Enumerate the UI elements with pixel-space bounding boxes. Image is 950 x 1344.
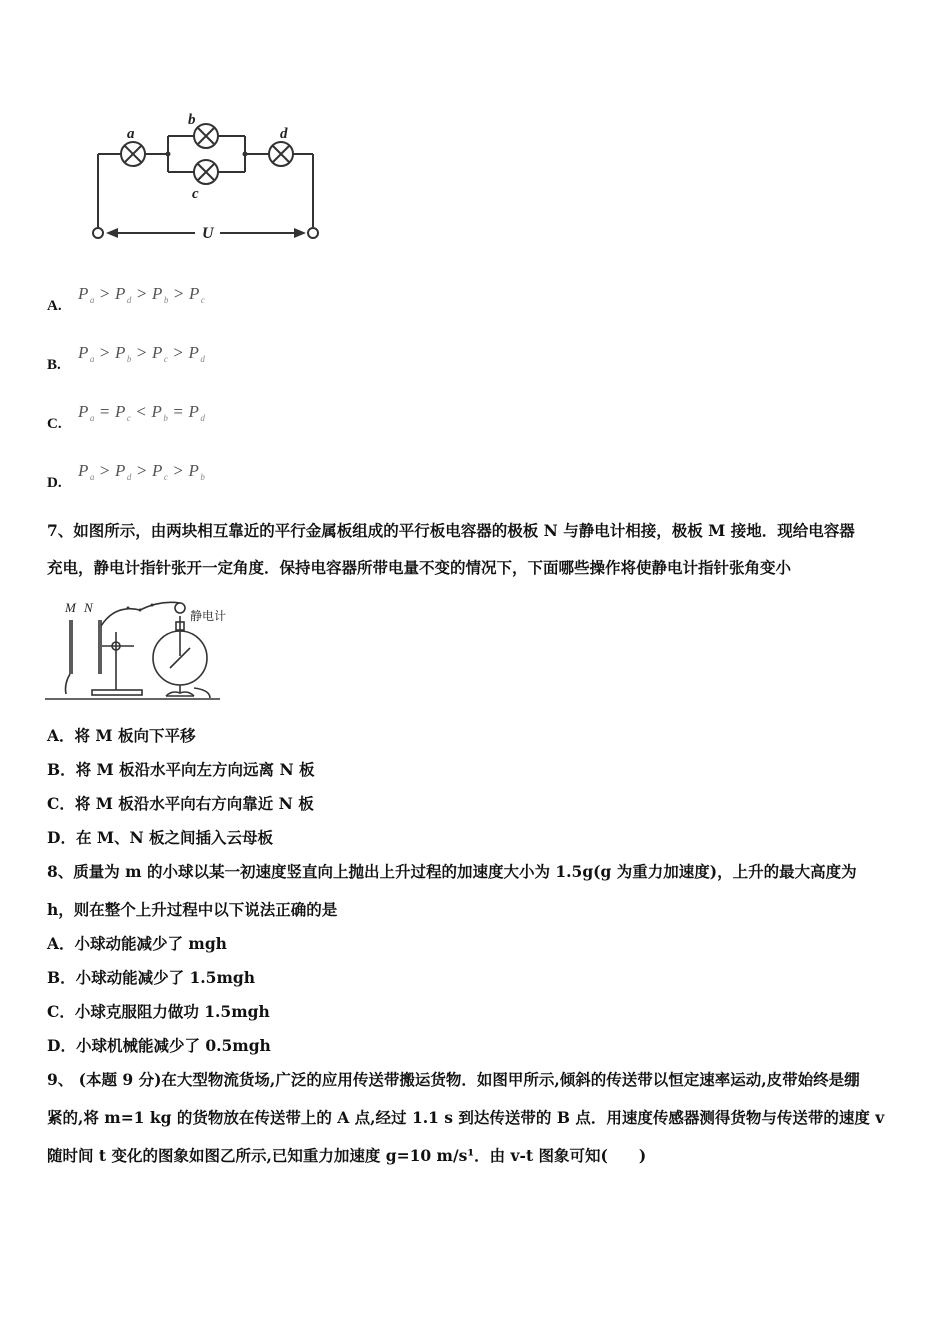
q6-option-formula: $P_a > P_d > P_b > P_c$	[78, 284, 206, 305]
q7-option-d: D．在 M、N 板之间插入云母板	[47, 828, 274, 847]
q6-option-formula: $P_a > P_b > P_c > P_d$	[78, 343, 206, 364]
q8-option-d: D．小球机械能减少了 0.5mgh	[47, 1036, 271, 1055]
lamp-d-label: d	[280, 126, 288, 142]
electrometer-figure	[40, 596, 240, 710]
plate-n-label: N	[84, 600, 93, 615]
q8-line2: h，则在整个上升过程中以下说法正确的是	[47, 900, 338, 919]
q8-option-b: B．小球动能减少了 1.5mgh	[47, 968, 255, 987]
q6-option-label: C.	[47, 416, 62, 432]
q6-option-label: A.	[47, 298, 62, 314]
voltage-label: U	[202, 225, 214, 242]
q6-option-formula: $P_a = P_c < P_b = P_d$	[78, 402, 206, 423]
q7-option-a: A．将 M 板向下平移	[47, 726, 196, 745]
q9-line2: 紧的,将 m=1 kg 的货物放在传送带上的 A 点,经过 1.1 s 到达传送带的 B 点．用速度传感器测得货物与传送带的速度 v	[47, 1108, 885, 1127]
q6-option-label: B.	[47, 357, 61, 373]
q8-line1: 8、质量为 m 的小球以某一初速度竖直向上抛出上升过程的加速度大小为 1.5g(g 为重力加速度)，上升的最大高度为	[47, 862, 857, 881]
plate-m-label: M	[65, 600, 76, 615]
q8-option-c: C．小球克服阻力做功 1.5mgh	[47, 1002, 270, 1021]
q7-line1: 7、如图所示，由两块相互靠近的平行金属板组成的平行板电容器的极板 N 与静电计相接，极板 M 接地．现给电容器	[47, 521, 855, 540]
q7-option-b: B．将 M 板沿水平向左方向远离 N 板	[47, 760, 315, 779]
q8-option-a: A．小球动能减少了 mgh	[47, 934, 227, 953]
q7-line2: 充电，静电计指针张开一定角度．保持电容器所带电量不变的情况下，下面哪些操作将使静电计指针张角变小	[47, 558, 792, 577]
lamp-a-label: a	[127, 126, 135, 142]
q6-option-label: D.	[47, 475, 62, 491]
electrometer-label: 静电计	[190, 609, 227, 623]
lamp-c-label: c	[192, 186, 199, 202]
circuit-diagram	[40, 100, 340, 250]
q7-option-c: C．将 M 板沿水平向右方向靠近 N 板	[47, 794, 314, 813]
q9-line3: 随时间 t 变化的图象如图乙所示,已知重力加速度 g=10 m/s¹．由 v-t 图象可知( )	[47, 1146, 647, 1165]
q9-line1: 9、 (本题 9 分)在大型物流货场,广泛的应用传送带搬运货物．如图甲所示,倾斜的传送带以恒定速率运动,皮带始终是绷	[47, 1070, 860, 1089]
lamp-b-label: b	[188, 112, 196, 128]
q6-option-formula: $P_a > P_d > P_c > P_b$	[78, 461, 206, 482]
